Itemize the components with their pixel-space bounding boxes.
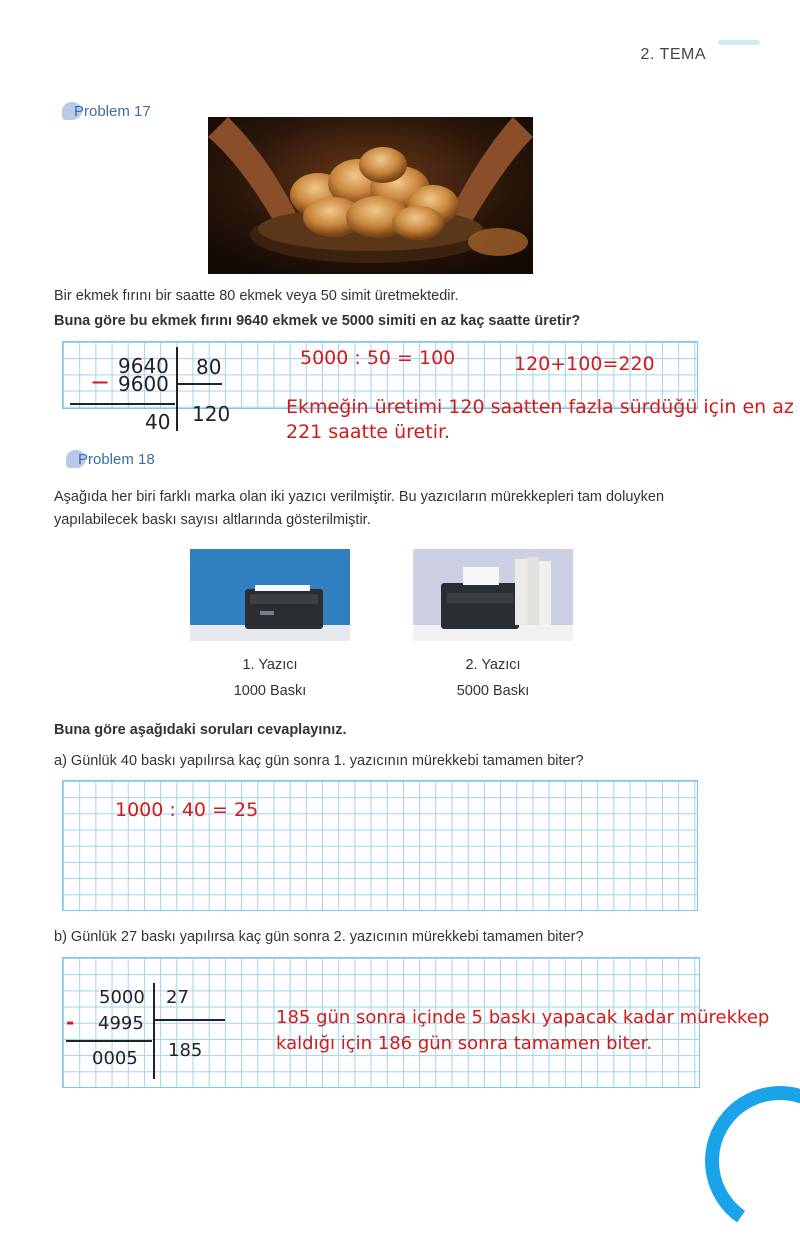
page-header-tema: 2. TEMA bbox=[640, 46, 706, 63]
problem-18-label: Problem 18 bbox=[66, 450, 155, 468]
p17-subtract: 9600 bbox=[118, 372, 169, 396]
p17-answer: Ekmeğin üretimi 120 saatten fazla sürdüğü için en az 221 saatte üretir. bbox=[286, 396, 794, 443]
question-b-answer: 185 gün sonra içinde 5 baskı yapacak kadar mürekkep kaldığı için 186 gün sonra tamamen biter. bbox=[276, 1007, 770, 1054]
p18b-division-vertical-line bbox=[153, 983, 155, 1079]
question-b: b) Günlük 27 baskı yapılırsa kaç gün sonra 2. yazıcının mürekkebi tamamen biter? bbox=[54, 929, 584, 945]
p18b-divisor: 27 bbox=[166, 987, 189, 1008]
problem-17-question: Buna göre bu ekmek fırını 9640 ekmek ve 5000 simiti en az kaç saatte üretir? bbox=[54, 313, 581, 329]
problem-17-statement: Bir ekmek fırını bir saatte 80 ekmek veya 50 simit üretmektedir. bbox=[54, 288, 459, 304]
problem-18-instruction: Buna göre aşağıdaki soruları cevaplayınız. bbox=[54, 722, 347, 738]
page-corner-decoration bbox=[693, 1074, 800, 1248]
p18b-minus-sign: - bbox=[66, 1010, 75, 1034]
p18b-divisor-line bbox=[153, 1019, 225, 1021]
p18b-remainder: 0005 bbox=[92, 1048, 138, 1069]
p17-quotient: 120 bbox=[192, 402, 231, 426]
printer-2-illustration bbox=[413, 549, 573, 641]
p17-minus-sign: − bbox=[90, 368, 111, 396]
printer-1-name: 1. Yazıcı bbox=[242, 657, 298, 673]
printer-2-prints: 5000 Baskı bbox=[456, 683, 530, 699]
p17-division-vertical-line bbox=[176, 347, 178, 431]
p18b-subtraction-line bbox=[66, 1040, 152, 1042]
p17-divisor-line bbox=[176, 383, 222, 385]
question-a: a) Günlük 40 baskı yapılırsa kaç gün sonra 1. yazıcının mürekkebi tamamen biter? bbox=[54, 753, 584, 769]
p17-calc-total: 120+100=220 bbox=[514, 353, 655, 375]
printer-1-illustration bbox=[190, 549, 350, 641]
question-a-answer: 1000 : 40 = 25 bbox=[115, 799, 259, 821]
printer-1-prints: 1000 Baskı bbox=[233, 683, 307, 699]
printer-2-photo bbox=[413, 549, 573, 641]
bread-photo bbox=[208, 117, 533, 274]
printer-1-photo bbox=[190, 549, 350, 641]
p17-remainder: 40 bbox=[145, 410, 171, 434]
p18b-dividend: 5000 bbox=[99, 987, 145, 1008]
p17-calc-simit: 5000 : 50 = 100 bbox=[300, 347, 456, 369]
header-decoration bbox=[718, 40, 760, 45]
bread-basket-illustration bbox=[208, 117, 533, 274]
problem-17-label: Problem 17 bbox=[62, 102, 151, 120]
printer-2-name: 2. Yazıcı bbox=[465, 657, 521, 673]
p18b-subtract: 4995 bbox=[98, 1013, 144, 1034]
p17-subtraction-line bbox=[70, 403, 175, 405]
p17-divisor: 80 bbox=[196, 355, 222, 379]
p18b-quotient: 185 bbox=[168, 1040, 203, 1061]
problem-18-intro: Aşağıda her biri farklı marka olan iki yazıcı verilmiştir. Bu yazıcıların mürekkepleri tam doluyken yapılabilecek baskı sayısı altlarında gösterilmiştir. bbox=[54, 489, 665, 528]
p17-dividend: 9640 bbox=[118, 354, 169, 378]
